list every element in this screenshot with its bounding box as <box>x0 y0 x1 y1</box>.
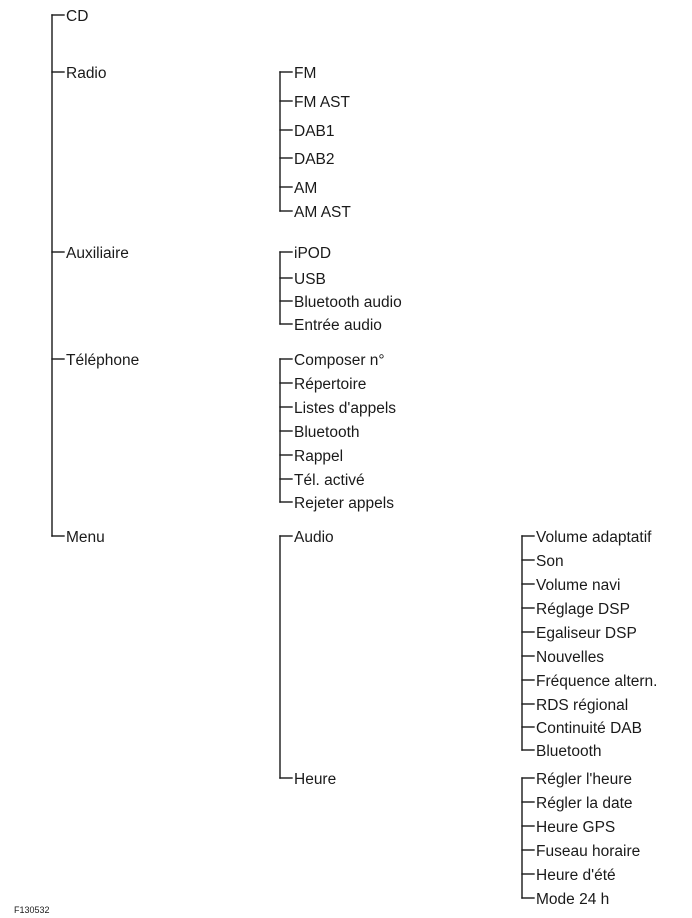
node-l3-nouvelles: Nouvelles <box>536 649 605 666</box>
node-l3-volume-navi: Volume navi <box>536 577 621 594</box>
node-l2-bluetooth: Bluetooth <box>294 424 360 441</box>
node-l2-fm: FM <box>294 65 317 82</box>
node-l2-ipod: iPOD <box>294 245 332 262</box>
node-l3-bluetooth: Bluetooth <box>536 743 602 760</box>
figure-id: F130532 <box>14 905 50 915</box>
node-l2-rappel: Rappel <box>294 448 344 465</box>
node-l3-regler-l-heure: Régler l'heure <box>536 771 633 788</box>
node-l2-heure: Heure <box>294 771 337 788</box>
node-l3-frequence-altern: Fréquence altern. <box>536 673 658 690</box>
node-l2-listes-d-appels: Listes d'appels <box>294 400 397 417</box>
node-l3-rds-regional: RDS régional <box>536 697 629 714</box>
node-l3-egaliseur-dsp: Egaliseur DSP <box>536 625 637 642</box>
node-l1-cd: CD <box>66 8 89 25</box>
node-l2-am-ast: AM AST <box>294 204 351 221</box>
node-l2-rejeter-appels: Rejeter appels <box>294 495 394 512</box>
node-l3-mode-24-h: Mode 24 h <box>536 891 610 908</box>
node-l3-fuseau-horaire: Fuseau horaire <box>536 843 641 860</box>
node-l2-repertoire: Répertoire <box>294 376 367 393</box>
node-l3-heure-d-ete: Heure d'été <box>536 867 616 884</box>
node-l2-am: AM <box>294 180 318 197</box>
node-l3-continuite-dab: Continuité DAB <box>536 720 642 737</box>
node-l2-usb: USB <box>294 271 326 288</box>
node-l2-dab2: DAB2 <box>294 151 335 168</box>
node-l3-reglage-dsp: Réglage DSP <box>536 601 630 618</box>
node-l3-heure-gps: Heure GPS <box>536 819 616 836</box>
node-l2-fm-ast: FM AST <box>294 94 350 111</box>
node-l1-auxiliaire: Auxiliaire <box>66 245 129 262</box>
node-l1-menu: Menu <box>66 529 105 546</box>
node-l3-volume-adaptatif: Volume adaptatif <box>536 529 652 546</box>
node-l1-telephone: Téléphone <box>66 352 140 369</box>
node-l3-son: Son <box>536 553 564 570</box>
node-l1-radio: Radio <box>66 65 107 82</box>
node-l2-bluetooth-audio: Bluetooth audio <box>294 294 402 311</box>
node-l3-regler-la-date: Régler la date <box>536 795 633 812</box>
node-l2-audio: Audio <box>294 529 334 546</box>
node-l2-tel-active: Tél. activé <box>294 472 365 489</box>
node-l2-entree-audio: Entrée audio <box>294 317 382 334</box>
node-l2-dab1: DAB1 <box>294 123 335 140</box>
node-l2-composer-n: Composer n° <box>294 352 385 369</box>
